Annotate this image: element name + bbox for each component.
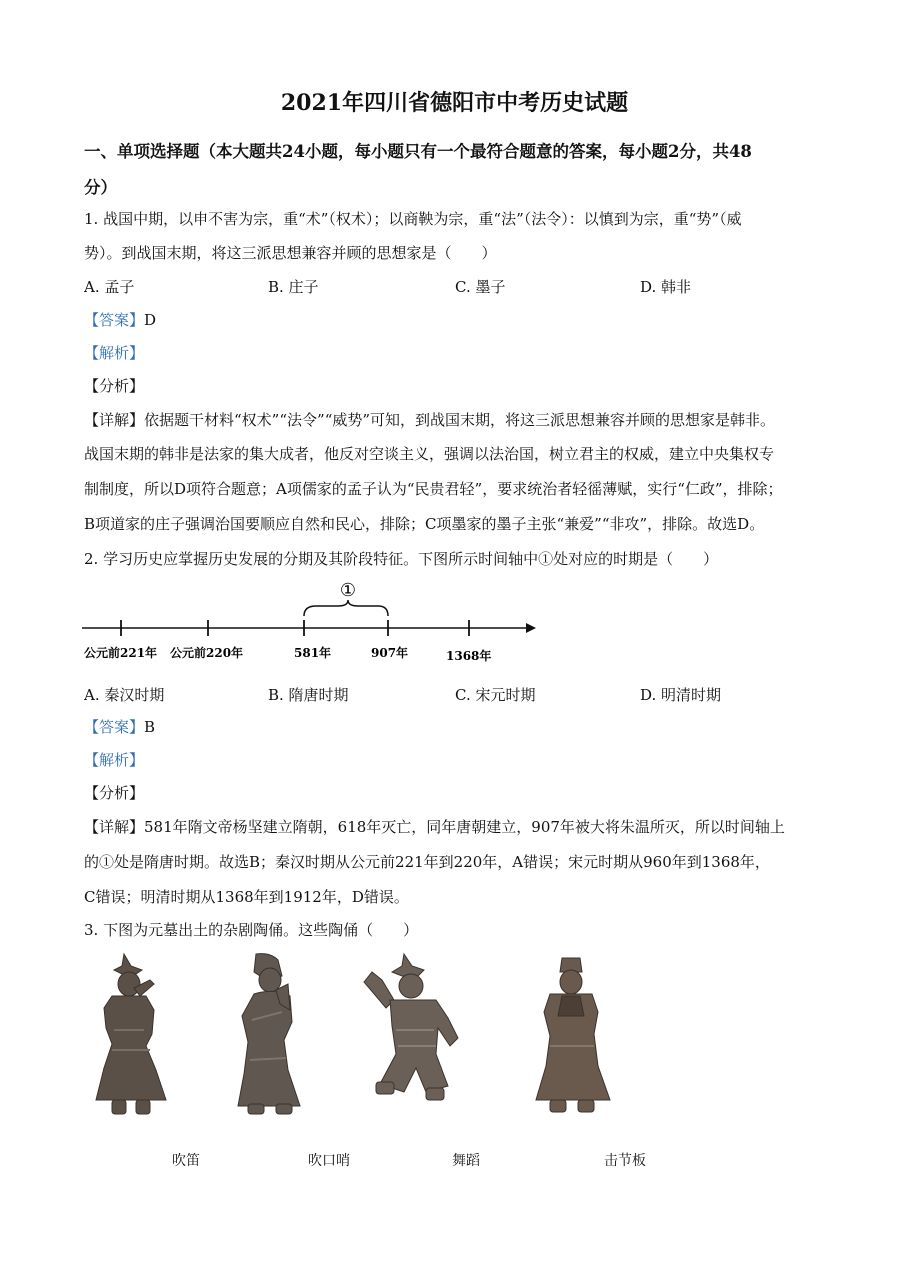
q2-analysis-tag: 【解析】 [84,751,145,769]
q1-detail-line2: 战国末期的韩非是法家的集大成者，他反对空谈主义，强调以法治国，树立君主的权威，建立中央集权专 [84,445,775,463]
q1-stem: 1. 战国中期，以申不害为宗，重“术”（权术）；以商鞅为宗，重“法”（法令）：以慎到为宗，重“势”（威 [84,210,742,228]
timeline-brace [304,600,388,616]
q2-option-b: B. 隋唐时期 [268,686,349,704]
q2-answer [84,716,155,737]
q1-option-d: D. 韩非 [640,278,692,296]
answer-value: B [144,718,156,736]
caption-flute: 吹笛 [172,1153,200,1169]
timeline-label: 1368年 [446,649,492,663]
q1-detail-line4: B项道家的庄子强调治国要顺应自然和民心，排除；C项墨家的墨子主张“兼爱”“非攻”，排除。故选D。 [84,515,765,533]
q1-detail-line3: 制制度，所以D项符合题意；A项儒家的孟子认为“民贵君轻”，要求统治者轻徭薄赋，实行“仁政”，排除； [84,480,783,498]
q2-stem: 2. 学习历史应掌握历史发展的分期及其阶段特征。下图所示时间轴中①处对应的时期是（ ） [84,550,719,568]
timeline-arrow [526,623,536,633]
caption-dance: 舞蹈 [452,1153,480,1169]
figurine-whistle-image [226,950,312,1122]
q1-analysis-tag: 【解析】 [84,344,145,362]
q3-stem: 3. 下图为元墓出土的杂剧陶俑。这些陶俑（ ） [84,921,419,939]
q1-option-c: C. 墨子 [455,278,506,296]
q1-fenxi: 【分析】 [84,377,145,395]
detail-tag: 【详解】 [84,411,145,429]
figurine-clapper-image [528,950,618,1122]
q1-option-a: A. 孟子 [84,278,135,296]
figurine-dance-image [356,950,468,1122]
q2-option-d: D. 明清时期 [640,686,722,704]
q1-option-b: B. 庄子 [268,278,319,296]
timeline-marker: ① [339,580,357,601]
timeline-label: 581年 [294,646,332,660]
q1-stem-cont: 势）。到战国末期，将这三派思想兼容并顾的思想家是（ ） [84,244,497,262]
figurine-flute-image [84,950,180,1122]
timeline-diagram [80,576,540,668]
timeline-label: 907年 [371,646,409,660]
answer-tag: 【答案】 [84,311,145,329]
timeline-label: 公元前221年 [84,646,158,660]
caption-whistle: 吹口哨 [308,1153,350,1169]
section-heading-cont: 分） [84,178,117,197]
timeline-label: 公元前220年 [170,646,244,660]
q1-detail [84,409,775,430]
q2-fenxi: 【分析】 [84,784,145,802]
q1-answer [84,309,156,330]
section-heading: 一、单项选择题（本大题共24小题，每小题只有一个最符合题意的答案，每小题2分，共48 [84,142,752,161]
answer-tag: 【答案】 [84,718,145,736]
caption-clapper: 击节板 [604,1153,646,1169]
q2-detail-line3: C错误；明清时期从1368年到1912年，D错误。 [84,888,409,906]
page-title: 2021年四川省德阳市中考历史试题 [280,90,629,116]
q2-detail [84,816,785,837]
q2-option-c: C. 宋元时期 [455,686,536,704]
q2-detail-line2: 的①处是隋唐时期。故选B；秦汉时期从公元前221年到220年，A错误；宋元时期从960年到1368年， [84,853,770,871]
detail-text: 依据题干材料“权术”“法令”“威势”可知，到战国末期，将这三派思想兼容并顾的思想家是韩非。 [144,411,776,429]
detail-text: 581年隋文帝杨坚建立隋朝，618年灭亡，同年唐朝建立，907年被大将朱温所灭，所以时间轴上 [144,818,785,836]
detail-tag: 【详解】 [84,818,145,836]
q2-option-a: A. 秦汉时期 [84,686,165,704]
answer-value: D [144,311,157,329]
